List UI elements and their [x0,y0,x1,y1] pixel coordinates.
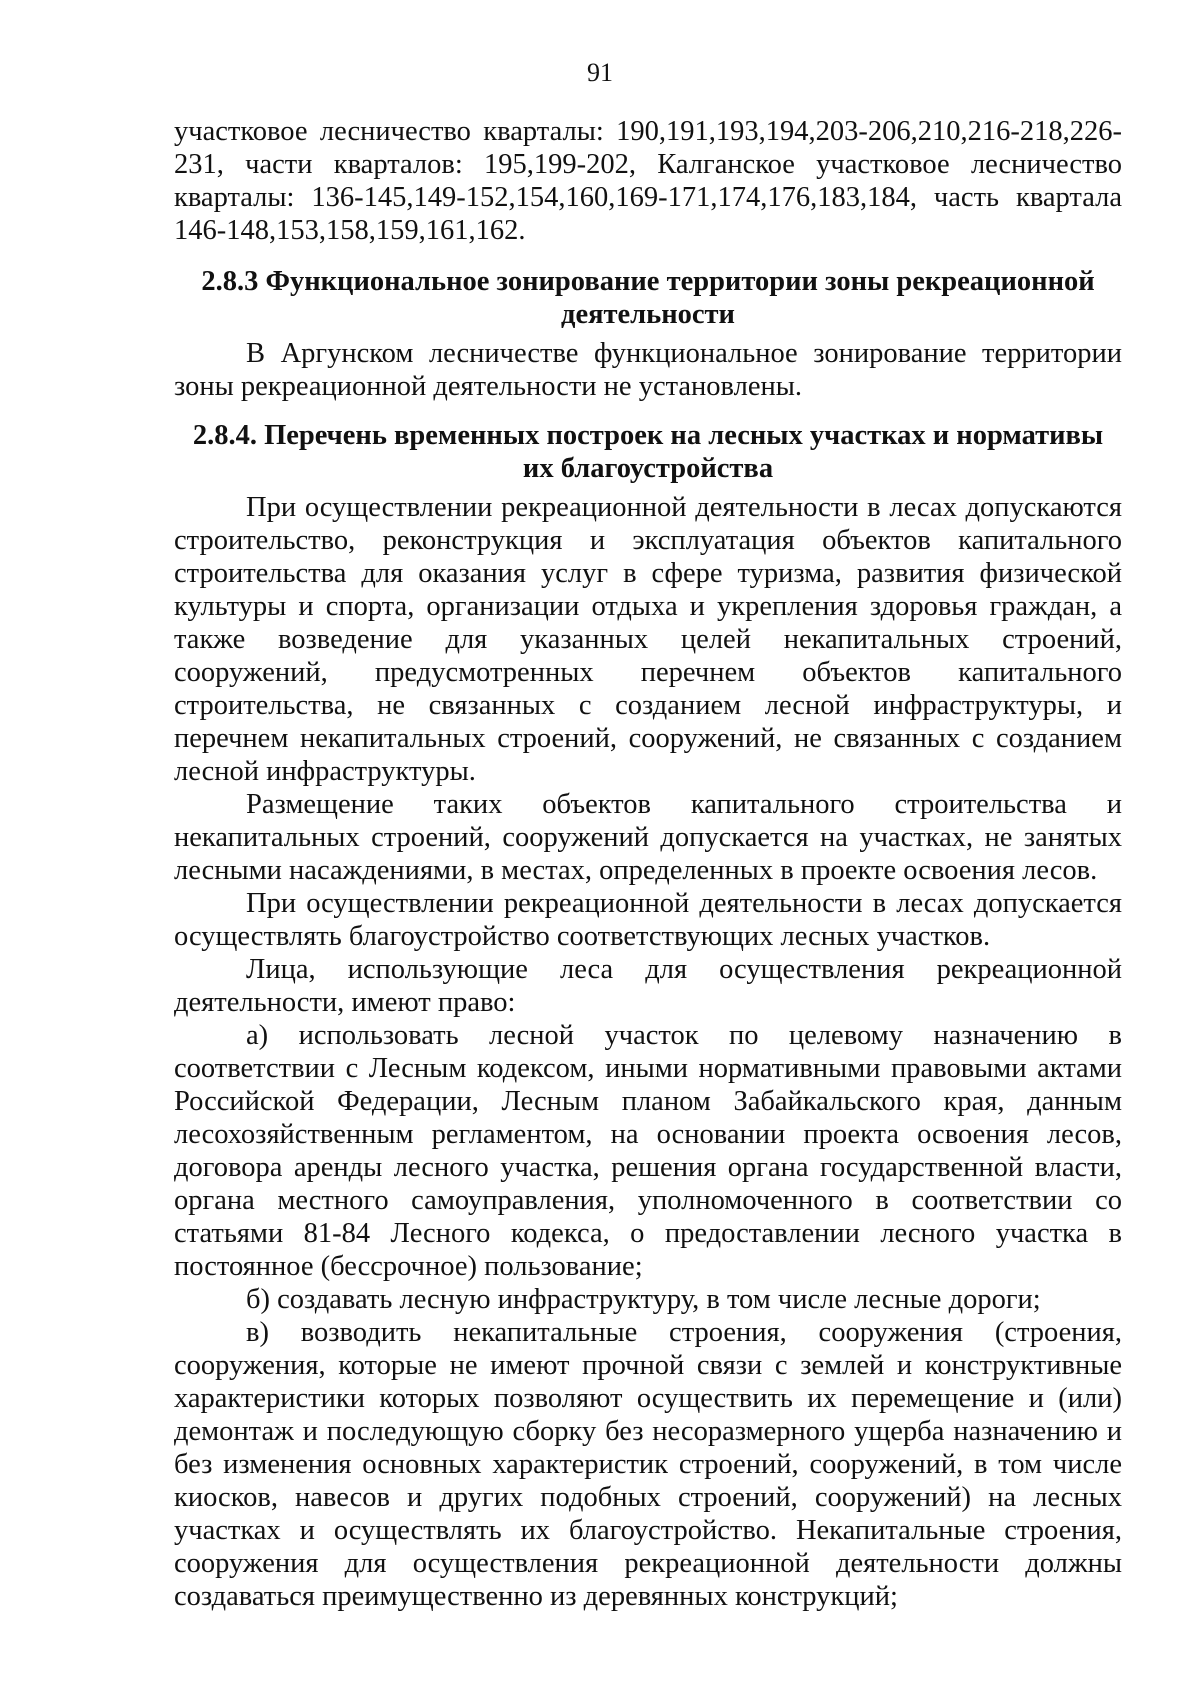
list-item-v: в) возводить некапитальные строения, сооружения (строения, сооружения, которые не имеют прочной связи с землей и конструктивные характеристики которых позволяют осуществить их перемещение и (или) демонтаж и последующую сборку без несоразмерного ущерба назначению и без изменения основных характеристик строений, сооружений, в том числе киосков, навесов и других подобных строений, сооружений) на лесных участках и осуществлять их благоустройство. Некапитальные строения, сооружения для осуществления рекреационной деятельности должны создаваться преимущественно из деревянных конструкций; [174,1317,1122,1612]
page-content [174,115,1122,1613]
section-2-8-4-paragraph-4: Лица, использующие леса для осуществления рекреационной деятельности, имеют право: [174,954,1122,1018]
section-2-8-3-paragraph: В Аргунском лесничестве функциональное зонирование территории зоны рекреационной деятельности не установлены. [174,338,1122,402]
section-heading-2-8-4: 2.8.4. Перечень временных построек на лесных участках и нормативы их благоустройства [192,420,1104,484]
section-2-8-4-paragraph-3: При осуществлении рекреационной деятельности в лесах допускается осуществлять благоустройство соответствующих лесных участков. [174,888,1122,952]
section-2-8-4-paragraph-1: При осуществлении рекреационной деятельности в лесах допускаются строительство, реконструкция и эксплуатация объектов капитального строительства для оказания услуг в сфере туризма, развития физической культуры и спорта, организации отдыха и укрепления здоровья граждан, а также возведение для указанных целей некапитальных строений, сооружений, предусмотренных перечнем объектов капитального строительства, не связанных с созданием лесной инфраструктуры, и перечнем некапитальных строений, сооружений, не связанных с созданием лесной инфраструктуры. [174,492,1122,787]
page-number: 91 [587,58,613,87]
list-item-b: б) создавать лесную инфраструктуру, в том числе лесные дороги; [246,1284,1041,1315]
intro-paragraph: участковое лесничество кварталы: 190,191,193,194,203-206,210,216-218,226-231, части кварталов: 195,199-202, Калганское участковое лесничество кварталы: 136-145,149-152,154,160,169-171,174,176,183,184, часть квартала 146-148,153,158,159,161,162. [174,116,1122,246]
list-item-a: а) использовать лесной участок по целевому назначению в соответствии с Лесным кодексом, иными нормативными правовыми актами Российской Федерации, Лесным планом Забайкальского края, данным лесохозяйственным регламентом, на основании проекта освоения лесов, договора аренды лесного участка, решения органа государственной власти, органа местного самоуправления, уполномоченного в соответствии со статьями 81-84 Лесного кодекса, о предоставлении лесного участка в постоянное (бессрочное) пользование; [174,1020,1122,1282]
section-2-8-4-paragraph-2: Размещение таких объектов капитального строительства и некапитальных строений, сооружений допускается на участках, не занятых лесными насаждениями, в местах, определенных в проекте освоения лесов. [174,789,1122,886]
section-heading-2-8-3: 2.8.3 Функциональное зонирование территории зоны рекреационной деятельности [201,266,1095,330]
